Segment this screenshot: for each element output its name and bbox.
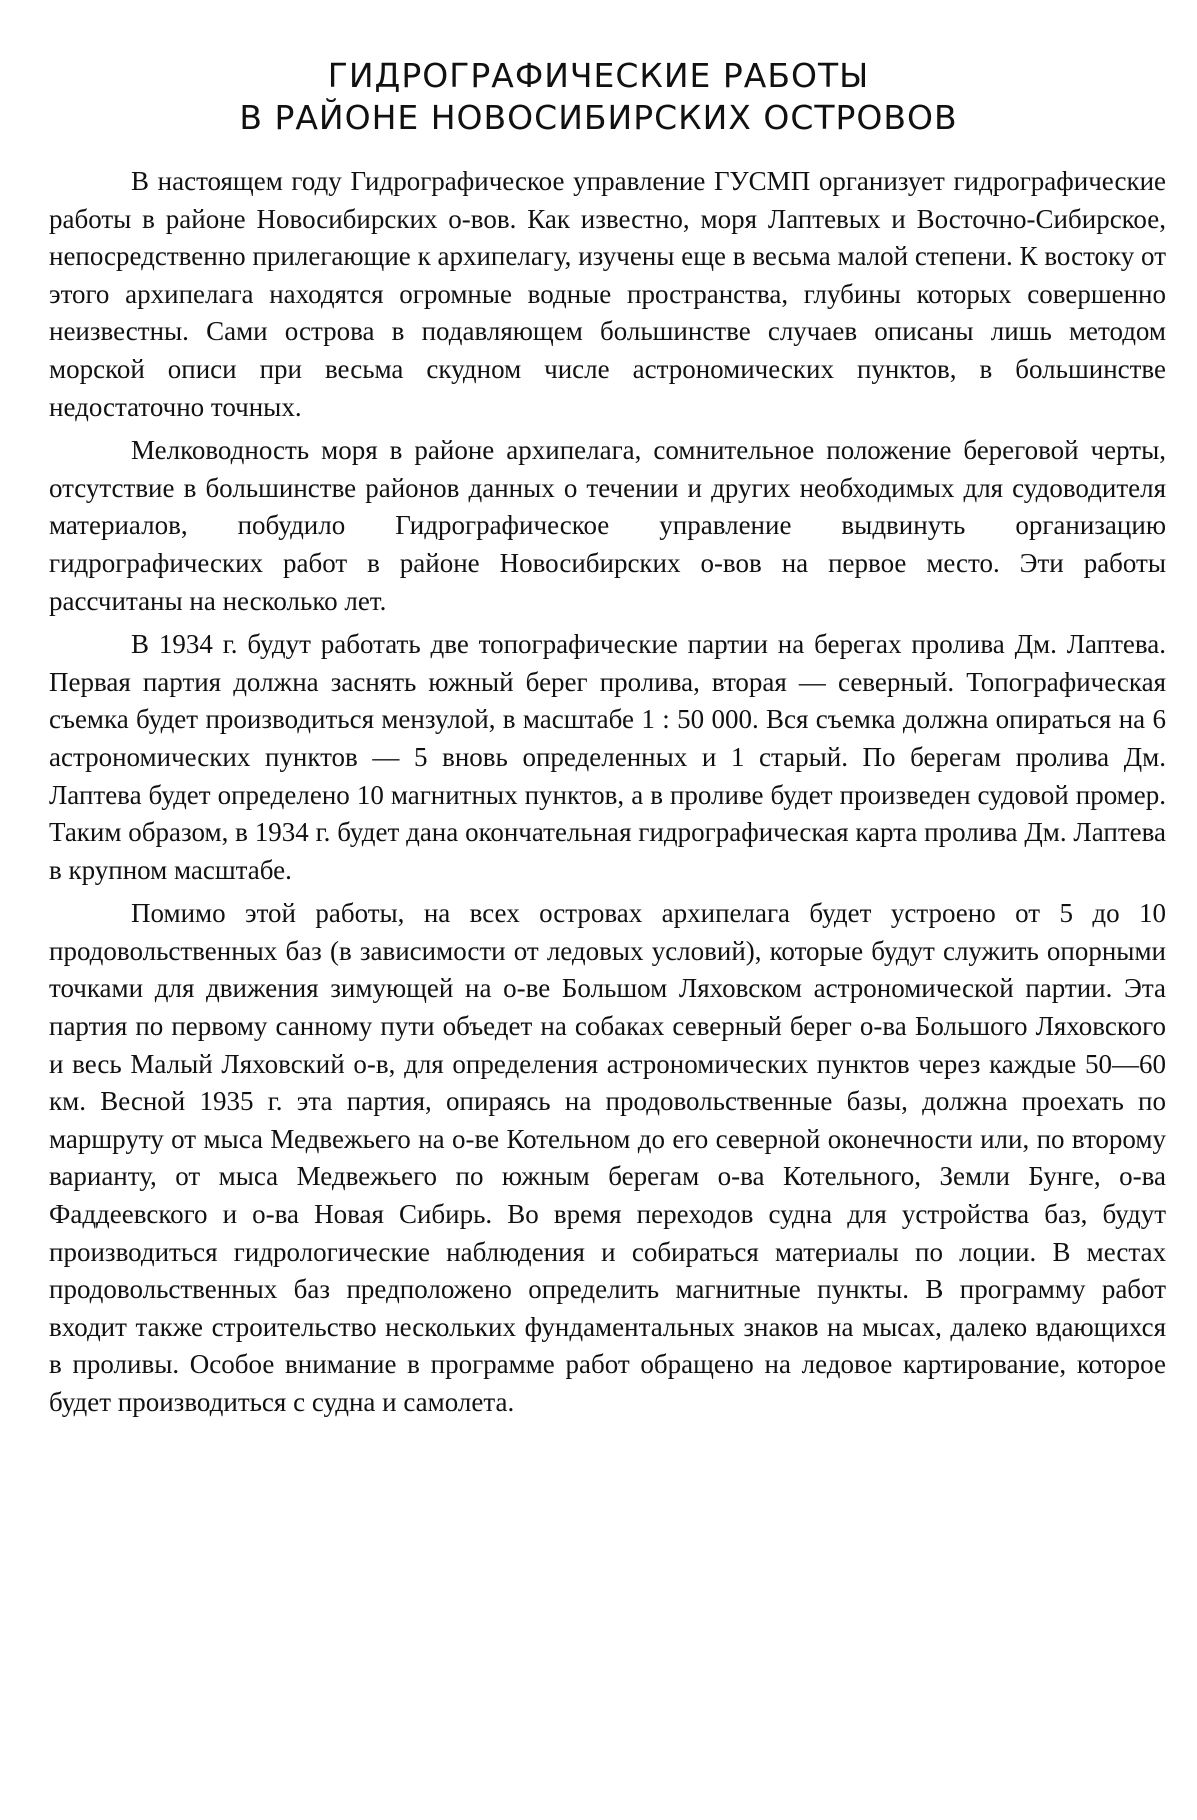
title-line-2: В РАЙОНЕ НОВОСИБИРСКИХ ОСТРОВОВ: [239, 98, 958, 137]
paragraph-1: В настоящем году Гидрографическое управление ГУСМП организует гидрографические работы в районе Новосибирских о-вов. Как известно, моря Лаптевых и Восточно-Сибирское, непосредственно прилегающие к архипелагу, изучены еще в весьма малой степени. К востоку от этого архипелага находятся огромные водные пространства, глубины которых совершенно неизвестны. Сами острова в подавляющем большинстве случаев описаны лишь методом морской описи при весьма скудном числе астрономических пунктов, в большинстве недостаточно точных.: [49, 166, 1166, 422]
title-line-1: ГИДРОГРАФИЧЕСКИЕ РАБОТЫ: [327, 56, 870, 95]
paragraph-3: В 1934 г. будут работать две топографические партии на берегах пролива Дм. Лаптева. Первая партия должна заснять южный берег пролива, вторая — северный. Топографическая съемка будет производиться мензулой, в масштабе 1 : 50 000. Вся съемка должна опираться на 6 астрономических пунктов — 5 вновь определенных и 1 старый. По берегам пролива Дм. Лаптева будет определено 10 магнитных пунктов, а в проливе будет произведен судовой промер. Таким образом, в 1934 г. будет дана окончательная гидрографическая карта пролива Дм. Лаптева в крупном масштабе.: [49, 629, 1166, 885]
article-body: [49, 163, 1166, 1428]
paragraph-4: Помимо этой работы, на всех островах архипелага будет устроено от 5 до 10 продовольственных баз (в зависимости от ледовых условий), которые будут служить опорными точками для движения зимующей на о-ве Большом Ляховском астрономической партии. Эта партия по первому санному пути объедет на собаках северный берег о-ва Большого Ляховского и весь Малый Ляховский о-в, для определения астрономических пунктов через каждые 50—60 км. Весной 1935 г. эта партия, опираясь на продовольственные базы, должна проехать по маршруту от мыса Медвежьего на о-ве Котельном до его северной оконечности или, по второму варианту, от мыса Медвежьего по южным берегам о-ва Котельного, Земли Бунге, о-ва Фаддеевского и о-ва Новая Сибирь. Во время переходов судна для устройства баз, будут производиться гидрологические наблюдения и собираться материалы по лоции. В местах продовольственных баз предположено определить магнитные пункты. В программу работ входит также строительство нескольких фундаментальных знаков на мысах, далеко вдающихся в проливы. Особое внимание в программе работ обращено на ледовое картирование, которое будет производиться с судна и самолета.: [49, 898, 1166, 1417]
article-title: [60, 55, 1137, 139]
paragraph-2: Мелководность моря в районе архипелага, сомнительное положение береговой черты, отсутствие в большинстве районов данных о течении и других необходимых для судоводителя материалов, побудило Гидрографическое управление выдвинуть организацию гидрографических работ в районе Новосибирских о-вов на первое место. Эти работы рассчитаны на несколько лет.: [49, 435, 1166, 616]
